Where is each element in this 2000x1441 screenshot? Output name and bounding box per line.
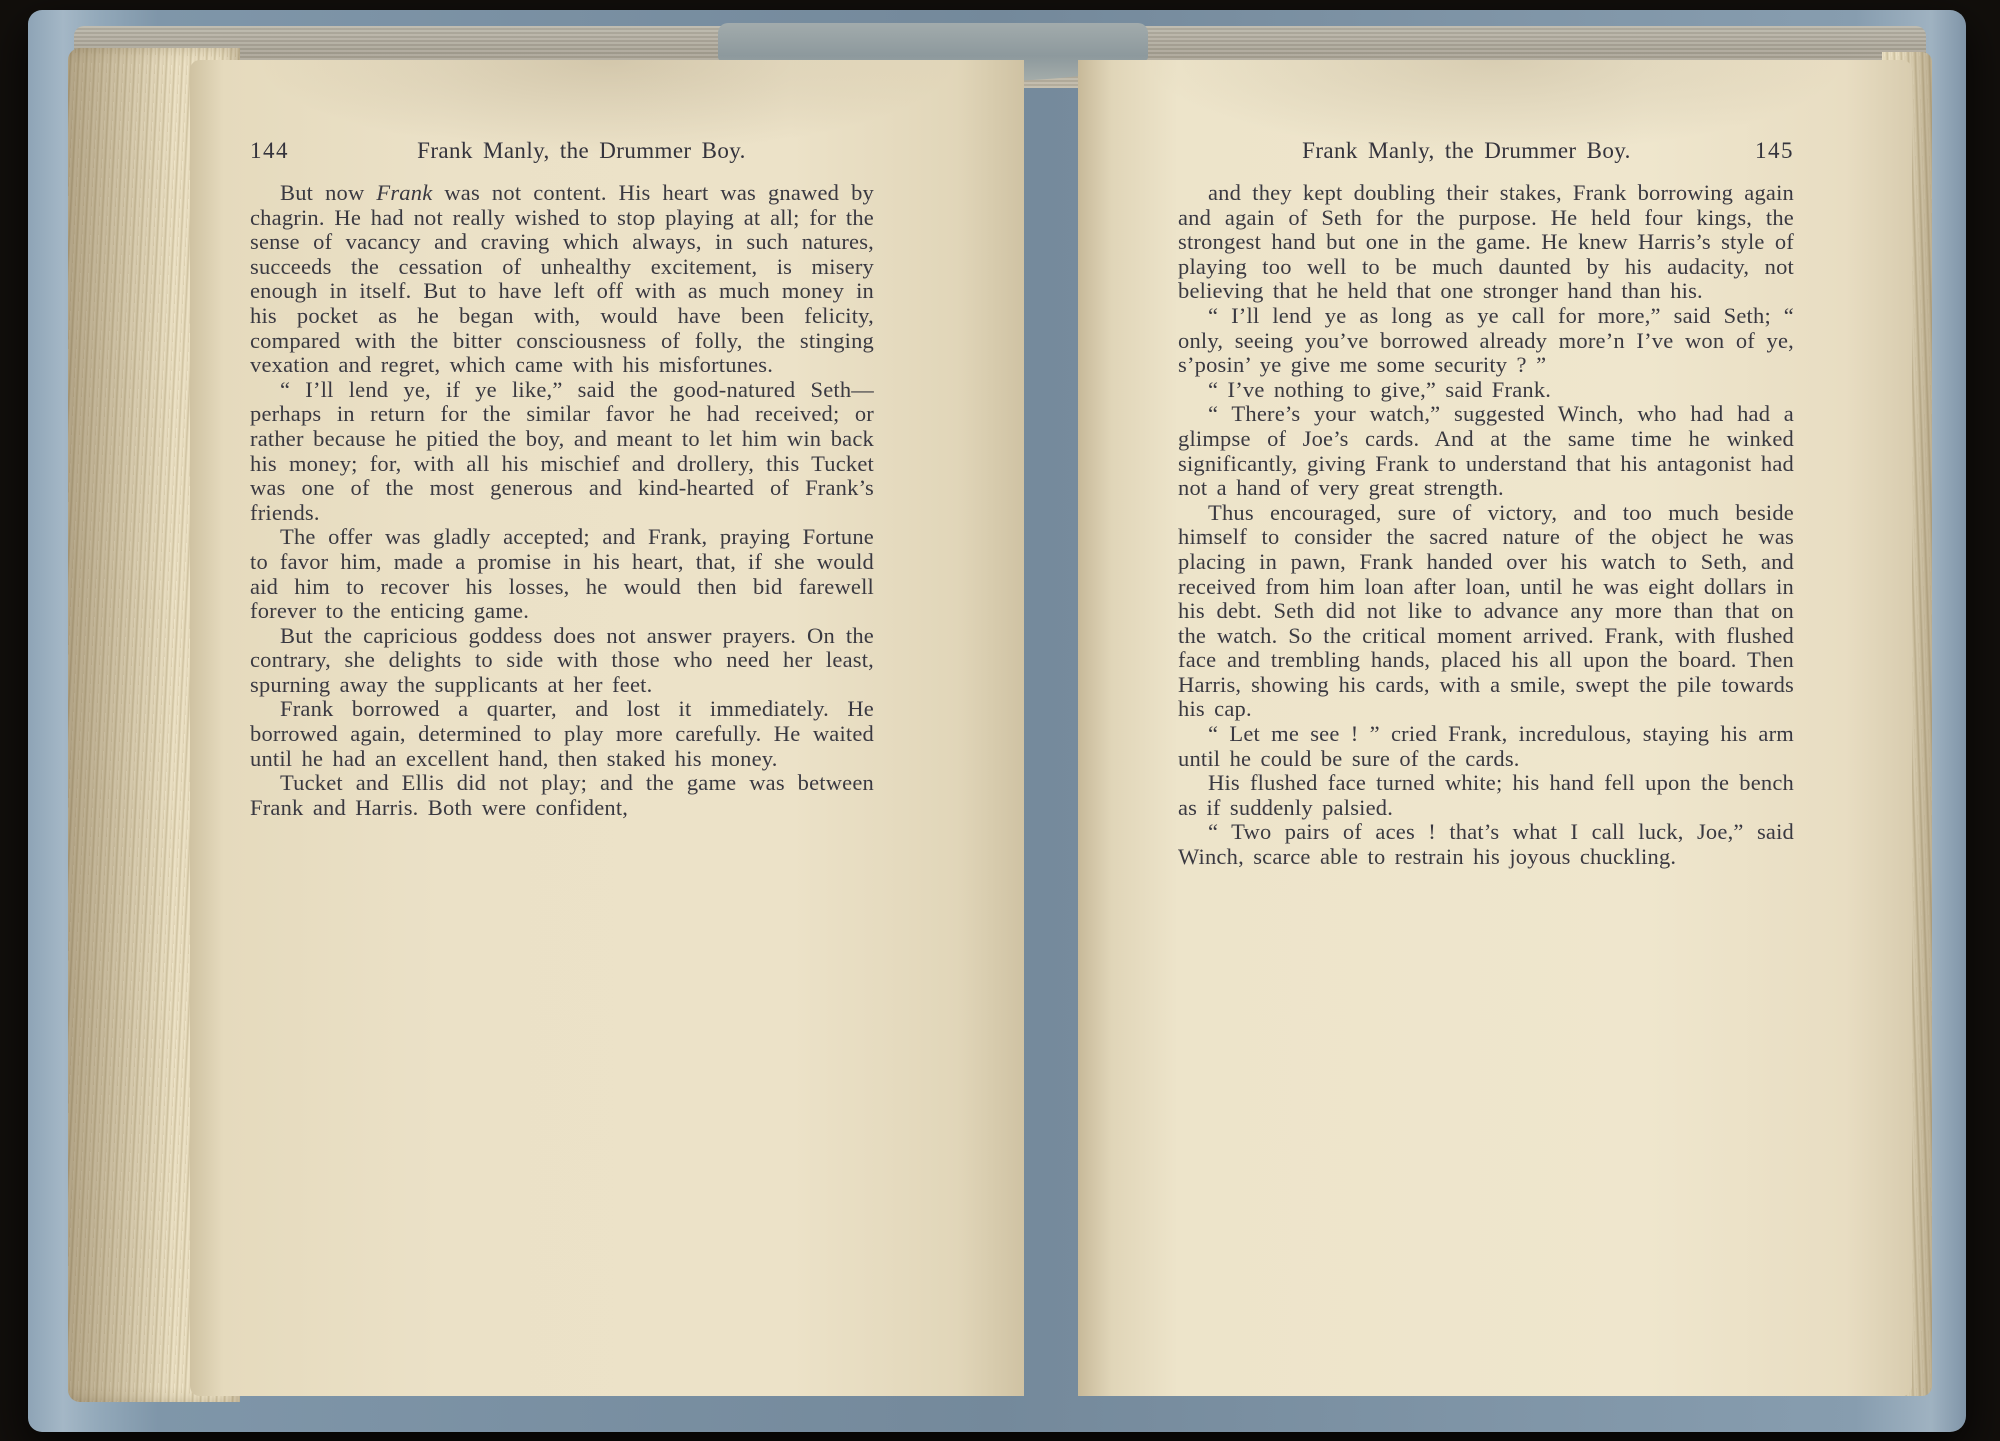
paragraph: Frank borrowed a quarter, and lost it immediately. He borrowed again, determined to play more carefully. He waited until he had an excellent hand, then staked his money. <box>250 696 874 771</box>
paragraph: But now Frank was not content. His heart was gnawed by chagrin. He had not really wished to stop playing at all; for the sense of vacancy and craving which always, in such natures, succeeds the cessation of unhealthy excitement, is misery enough in itself. But to have left off with as much money in his pocket as he began with, would have been felicity, compared with the bitter consciousness of folly, the stinging vexation and regret, which came with his misfortunes. <box>250 180 874 378</box>
page-text-right <box>1178 181 1794 870</box>
paragraph: “ I’ll lend ye, if ye like,” said the good-natured Seth—perhaps in return for the similar favor he had received; or rather because he pitied the boy, and meant to let him win back his money; for, with all his mischief and drollery, this Tucket was one of the most generous and kind-hearted of Frank’s friends. <box>250 376 874 525</box>
open-spread <box>190 60 1912 1396</box>
paragraph: But the capricious goddess does not answer prayers. On the contrary, she delights to side with those who need her least, spurning away the supplicants at her feet. <box>250 622 874 697</box>
paragraph: and they kept doubling their stakes, Frank borrowing again and again of Seth for the purpose. He held four kings, the strongest hand but one in the game. He knew Harris’s style of playing too well to be much daunted by his audacity, not believing that he held that one stronger hand than his. <box>1178 180 1794 304</box>
page-right <box>1078 60 1912 1396</box>
paragraph: “ I’ve nothing to give,” said Frank. <box>1208 376 1552 402</box>
paragraph: “ Two pairs of aces ! that’s what I call luck, Joe,” said Winch, scarce able to restrain his joyous chuckling. <box>1178 819 1794 870</box>
book-gutter <box>1024 60 1078 1396</box>
running-title-right: Frank Manly, the Drummer Boy. <box>1302 138 1631 163</box>
paragraph: His flushed face turned white; his hand fell upon the bench as if suddenly palsied. <box>1178 770 1794 820</box>
page-left <box>190 60 1024 1396</box>
paragraph: Thus encouraged, sure of victory, and too much beside himself to consider the sacred nature of the object he was placing in pawn, Frank handed over his watch to Seth, and received from him loan after loan, until he was eight dollars in his debt. Seth did not like to advance any more than that on the watch. So the critical moment arrived. Frank, with flushed face and trembling hands, placed his all upon the board. Then Harris, showing his cards, with a smile, swept the pile towards his cap. <box>1178 499 1794 722</box>
page-number-left: 144 <box>250 138 289 163</box>
paragraph: “ Let me see ! ” cried Frank, incredulous, staying his arm until he could be sure of the cards. <box>1178 721 1794 771</box>
paragraph: “ I’ll lend ye as long as ye call for more,” said Seth; “ only, seeing you’ve borrowed already more’n I’ve won of ye, s’posin’ ye give me some security ? ” <box>1178 302 1794 378</box>
book <box>28 10 1966 1432</box>
paragraph: “ There’s your watch,” suggested Winch, who had had a glimpse of Joe’s cards. And at the same time he winked significantly, giving Frank to understand that his antagonist had not a hand of very great strength. <box>1178 401 1794 501</box>
paragraph: The offer was gladly accepted; and Frank, praying Fortune to favor him, made a promise in his heart, that, if she would aid him to recover his losses, he would then bid farewell forever to the enticing game. <box>250 524 874 624</box>
page-header-right <box>1178 138 1794 164</box>
page-number-right: 145 <box>1755 138 1794 163</box>
running-title-left: Frank Manly, the Drummer Boy. <box>417 138 746 163</box>
page-header-left <box>250 138 874 164</box>
paragraph: Tucket and Ellis did not play; and the game was between Frank and Harris. Both were confident, <box>250 770 874 820</box>
page-text-left <box>250 181 874 820</box>
